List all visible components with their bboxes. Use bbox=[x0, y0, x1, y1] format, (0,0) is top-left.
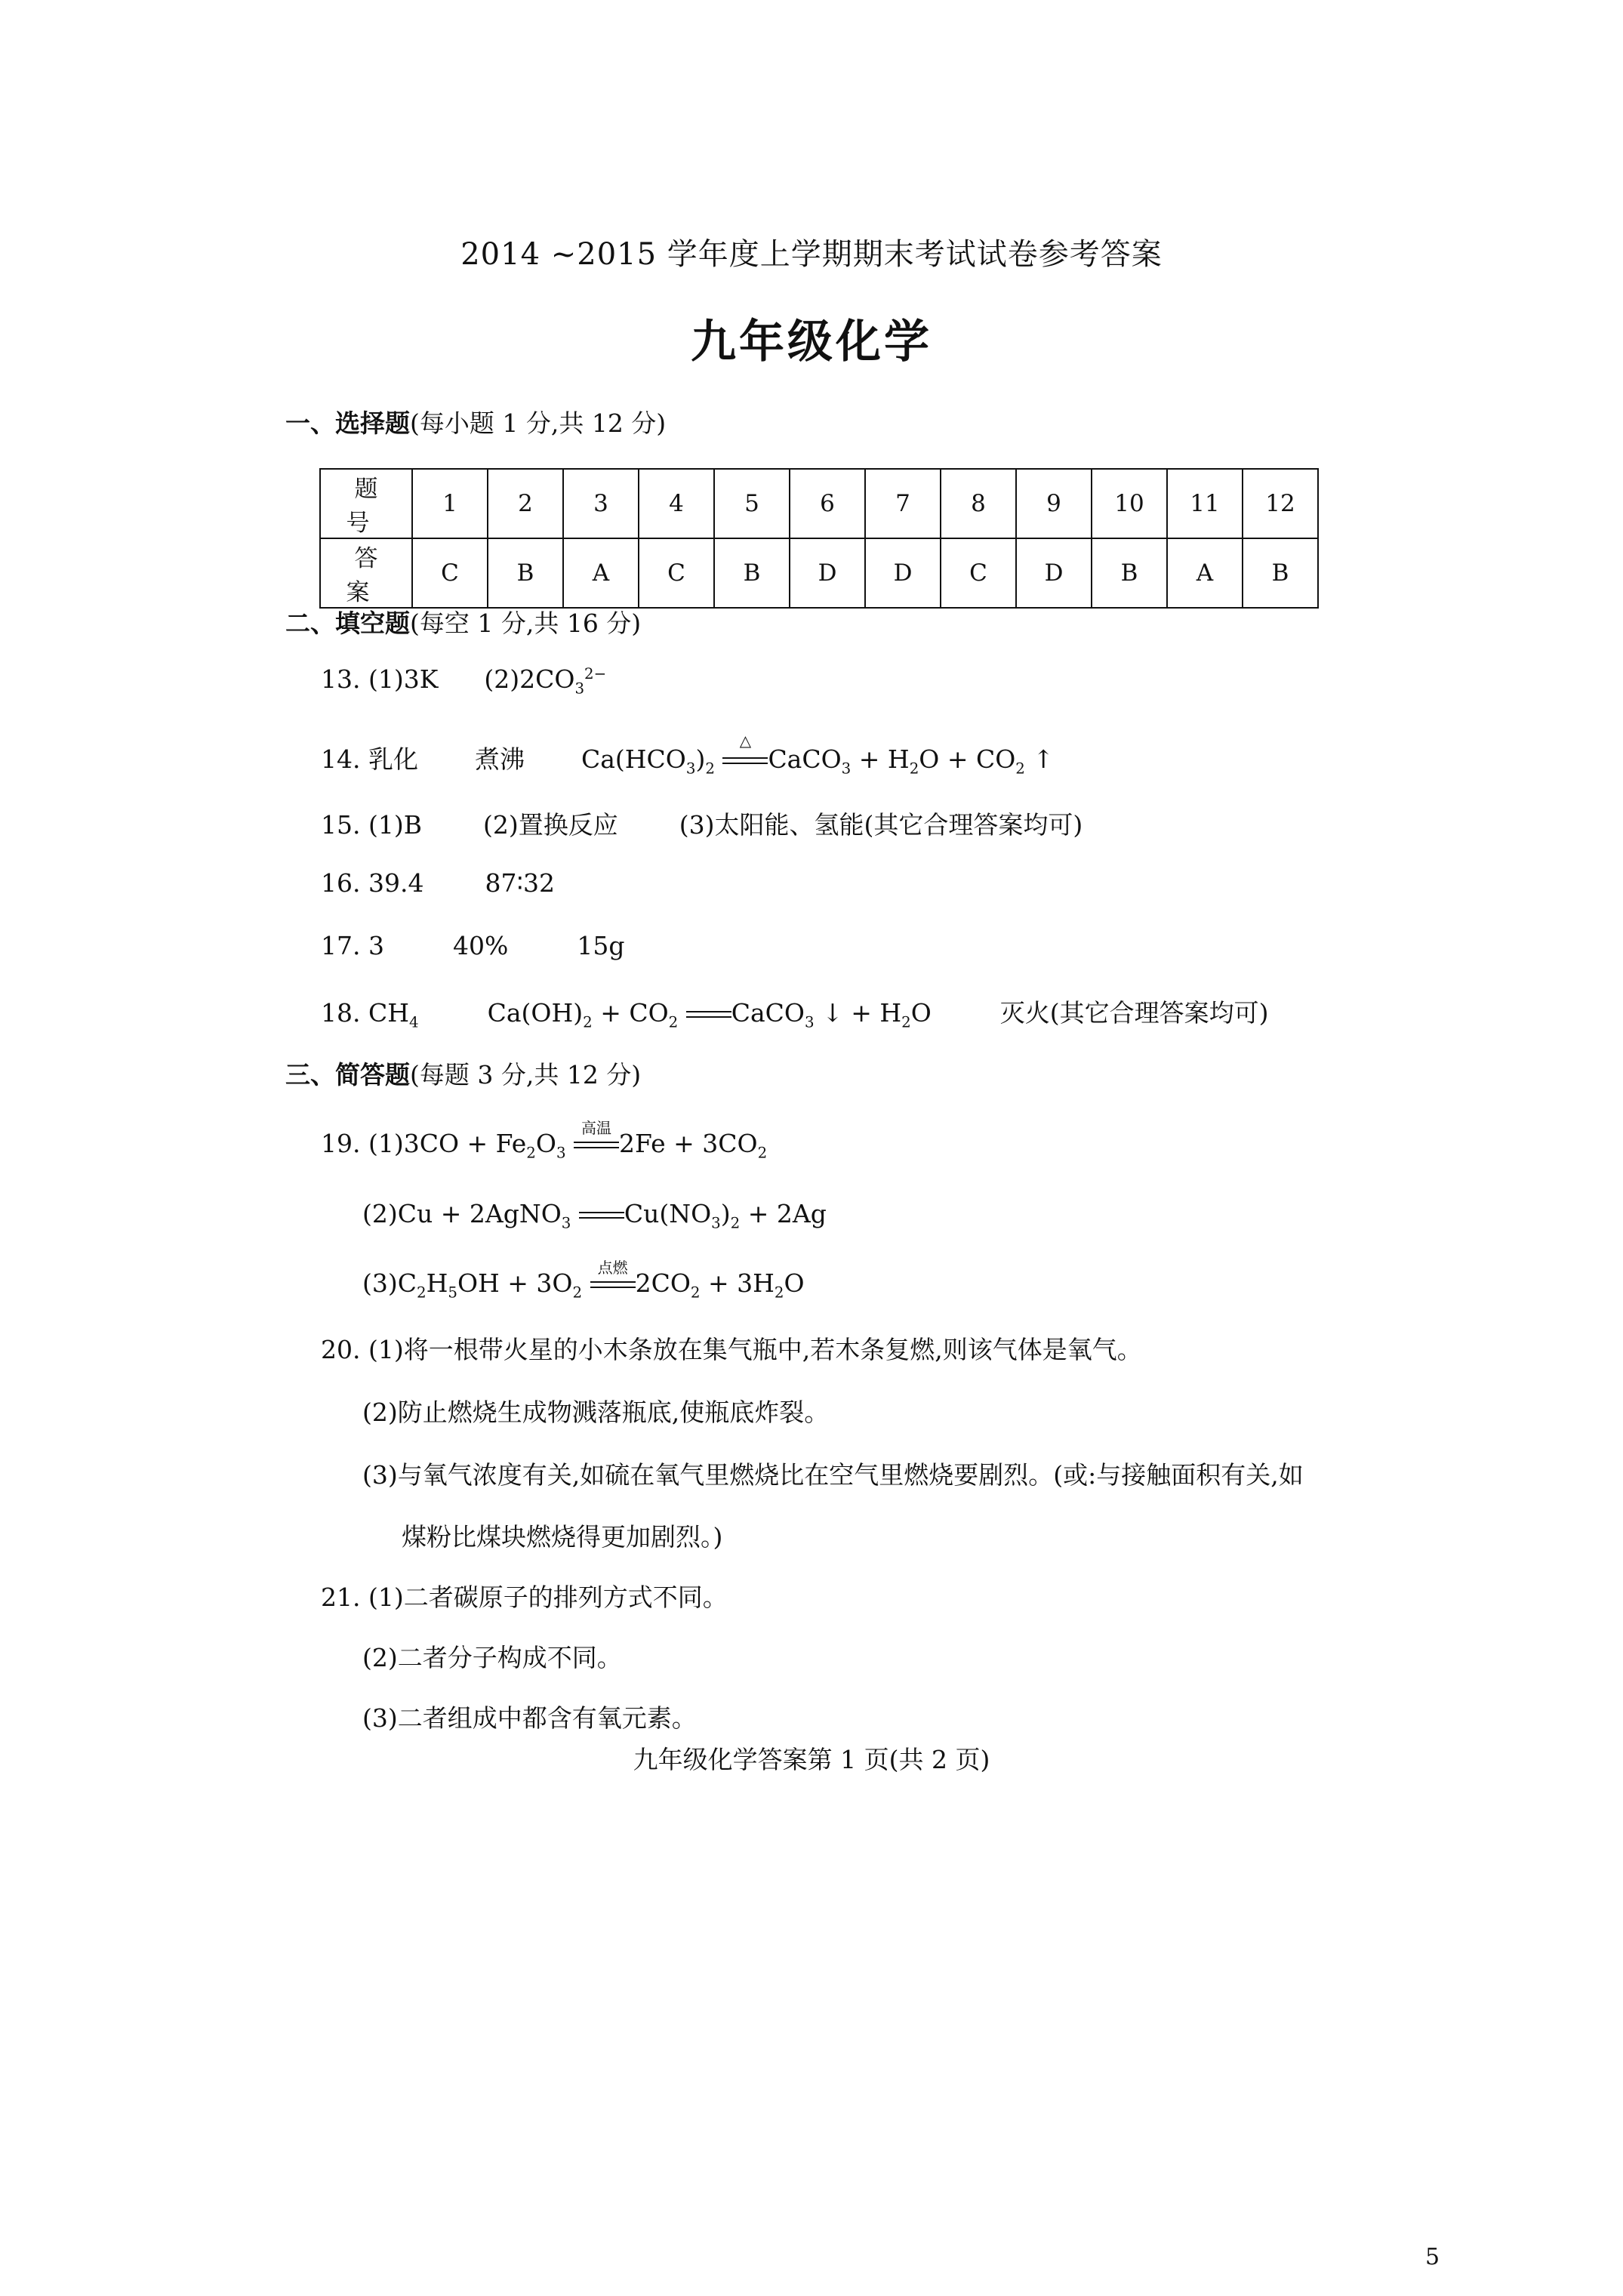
question-number: 13. bbox=[321, 664, 361, 694]
answer-part: (3)与氧气浓度有关,如硫在氧气里燃烧比在空气里燃烧要剧烈。(或:与接触面积有关,如 bbox=[362, 1460, 1304, 1490]
table-cell: B bbox=[1092, 538, 1167, 608]
answer-part: (3)二者组成中都含有氧元素。 bbox=[362, 1703, 697, 1733]
section-2-heading bbox=[285, 604, 641, 639]
answer-table bbox=[319, 468, 1319, 609]
table-cell: 6 bbox=[790, 469, 865, 538]
answer-19-1 bbox=[321, 1119, 768, 1162]
answer-part: (2)置换反应 bbox=[482, 810, 618, 840]
table-cell: 4 bbox=[639, 469, 714, 538]
answer-part: 煤粉比煤块燃烧得更加剧烈。) bbox=[402, 1522, 723, 1552]
answer-part: 40% bbox=[452, 931, 509, 960]
table-cell: 1 bbox=[412, 469, 488, 538]
section-3-heading bbox=[285, 1056, 641, 1091]
question-number: 16. bbox=[321, 868, 361, 898]
table-cell: C bbox=[941, 538, 1016, 608]
table-cell: 5 bbox=[714, 469, 790, 538]
answer-part: (1)B bbox=[368, 810, 422, 840]
answer-17 bbox=[321, 931, 624, 960]
question-number: 18. bbox=[321, 998, 361, 1028]
table-cell: D bbox=[865, 538, 941, 608]
answer-part: 3 bbox=[368, 931, 384, 960]
heat-condition: △ bbox=[739, 732, 752, 750]
document-title: 2014 ~2015 学年度上学期期末考试试卷参考答案 bbox=[460, 237, 1163, 272]
answer-13 bbox=[321, 664, 606, 698]
answer-part: (1)二者碳原子的排列方式不同。 bbox=[368, 1583, 728, 1612]
ignition-condition: 点燃 bbox=[597, 1259, 628, 1277]
answer-part: (2)防止燃烧生成物溅落瓶底,使瓶底炸裂。 bbox=[362, 1398, 830, 1427]
section-2-note: (每空 1 分,共 16 分) bbox=[410, 609, 642, 638]
table-cell: C bbox=[639, 538, 714, 608]
answer-20-2 bbox=[362, 1393, 829, 1428]
answer-20-1 bbox=[321, 1330, 1142, 1366]
section-3-note: (每题 3 分,共 12 分) bbox=[410, 1060, 642, 1089]
answer-part: 87∶32 bbox=[485, 868, 556, 898]
answer-part: $CH_4$ bbox=[368, 998, 419, 1031]
answer-part: 39.4 bbox=[368, 868, 424, 898]
equation: $Ca(OH)_2 + CO_2$ CaCO$_3$ ↓ + $H_2O$ bbox=[487, 998, 932, 1031]
answer-14 bbox=[321, 732, 1055, 778]
answer-part: (2)2CO bbox=[484, 664, 575, 694]
answer-part: 灭火(其它合理答案均可) bbox=[999, 998, 1269, 1028]
row-label-answer: 答案 bbox=[320, 538, 412, 608]
section-2-title: 二、填空题 bbox=[285, 609, 410, 638]
question-number-row bbox=[320, 469, 1318, 538]
answer-21-1 bbox=[321, 1578, 728, 1613]
table-cell: 10 bbox=[1092, 469, 1167, 538]
table-cell: D bbox=[1016, 538, 1092, 608]
answer-21-3 bbox=[362, 1699, 697, 1734]
answer-20-3 bbox=[362, 1456, 1304, 1491]
superscript: 2− bbox=[584, 665, 607, 683]
question-number: 19. bbox=[321, 1129, 361, 1158]
table-cell: 8 bbox=[941, 469, 1016, 538]
section-1-note: (每小题 1 分,共 12 分) bbox=[410, 408, 667, 438]
table-cell: 12 bbox=[1243, 469, 1318, 538]
question-number: 21. bbox=[321, 1583, 361, 1612]
table-cell: A bbox=[563, 538, 639, 608]
reaction-arrow bbox=[590, 1259, 636, 1298]
table-cell: C bbox=[412, 538, 488, 608]
answer-part: (3)太阳能、氢能(其它合理答案均可) bbox=[679, 810, 1083, 840]
answer-part: (1)3K bbox=[368, 664, 439, 694]
table-cell: B bbox=[488, 538, 563, 608]
equation: $Ca(HCO_3)_2$ △ CaCO$_3$ + $H_2O + CO_2$ ↑ bbox=[581, 732, 1055, 778]
reaction-arrow bbox=[579, 1203, 624, 1228]
high-temperature-condition: 高温 bbox=[581, 1119, 612, 1137]
page-number: 5 bbox=[1425, 2244, 1440, 2270]
table-cell: A bbox=[1167, 538, 1243, 608]
table-cell: D bbox=[790, 538, 865, 608]
equation: (2)Cu + 2AgNO$_3$ $Cu(NO_3)_2 + 2Ag$ bbox=[362, 1199, 827, 1232]
reaction-arrow bbox=[574, 1119, 619, 1158]
table-cell: 3 bbox=[563, 469, 639, 538]
equation: $(3)C_2H_5OH + 3O_2$ 点燃 $2CO_2 + 3H_2O$ bbox=[362, 1268, 805, 1298]
reaction-arrow bbox=[722, 732, 768, 774]
table-cell: 7 bbox=[865, 469, 941, 538]
row-label-question-number: 题号 bbox=[320, 469, 412, 538]
question-number: 14. bbox=[321, 744, 361, 774]
question-number: 15. bbox=[321, 810, 361, 840]
answer-21-2 bbox=[362, 1638, 622, 1674]
answer-part: (1)将一根带火星的小木条放在集气瓶中,若木条复燃,则该气体是氧气。 bbox=[368, 1335, 1142, 1364]
subscript: 3 bbox=[574, 680, 585, 698]
answer-part: 乳化 bbox=[368, 744, 418, 774]
equation: $(1)3CO + Fe_2O_3$ 高温 $2Fe + 3CO_2$ bbox=[368, 1129, 767, 1158]
table-cell: B bbox=[1243, 538, 1318, 608]
answer-15 bbox=[321, 806, 1083, 841]
document-subtitle: 九年级化学 bbox=[691, 316, 932, 368]
answer-part: 煮沸 bbox=[474, 744, 525, 774]
answer-20-3-continued bbox=[402, 1518, 722, 1553]
section-3-title: 三、简答题 bbox=[285, 1060, 410, 1089]
table-cell: 2 bbox=[488, 469, 563, 538]
section-1-title: 一、选择题 bbox=[285, 408, 410, 438]
answer-part: (2)二者分子构成不同。 bbox=[362, 1643, 622, 1672]
page-footer: 九年级化学答案第 1 页(共 2 页) bbox=[633, 1745, 990, 1774]
reaction-arrow bbox=[686, 1002, 731, 1028]
table-cell: B bbox=[714, 538, 790, 608]
answer-19-3 bbox=[362, 1259, 805, 1302]
answer-part: 15g bbox=[577, 931, 625, 960]
table-cell: 9 bbox=[1016, 469, 1092, 538]
answer-18 bbox=[321, 994, 1269, 1031]
section-1-heading bbox=[285, 404, 666, 439]
answer-16 bbox=[321, 868, 555, 898]
answer-row bbox=[320, 538, 1318, 608]
answer-19-2 bbox=[362, 1199, 827, 1232]
question-number: 17. bbox=[321, 931, 361, 960]
question-number: 20. bbox=[321, 1335, 361, 1364]
table-cell: 11 bbox=[1167, 469, 1243, 538]
